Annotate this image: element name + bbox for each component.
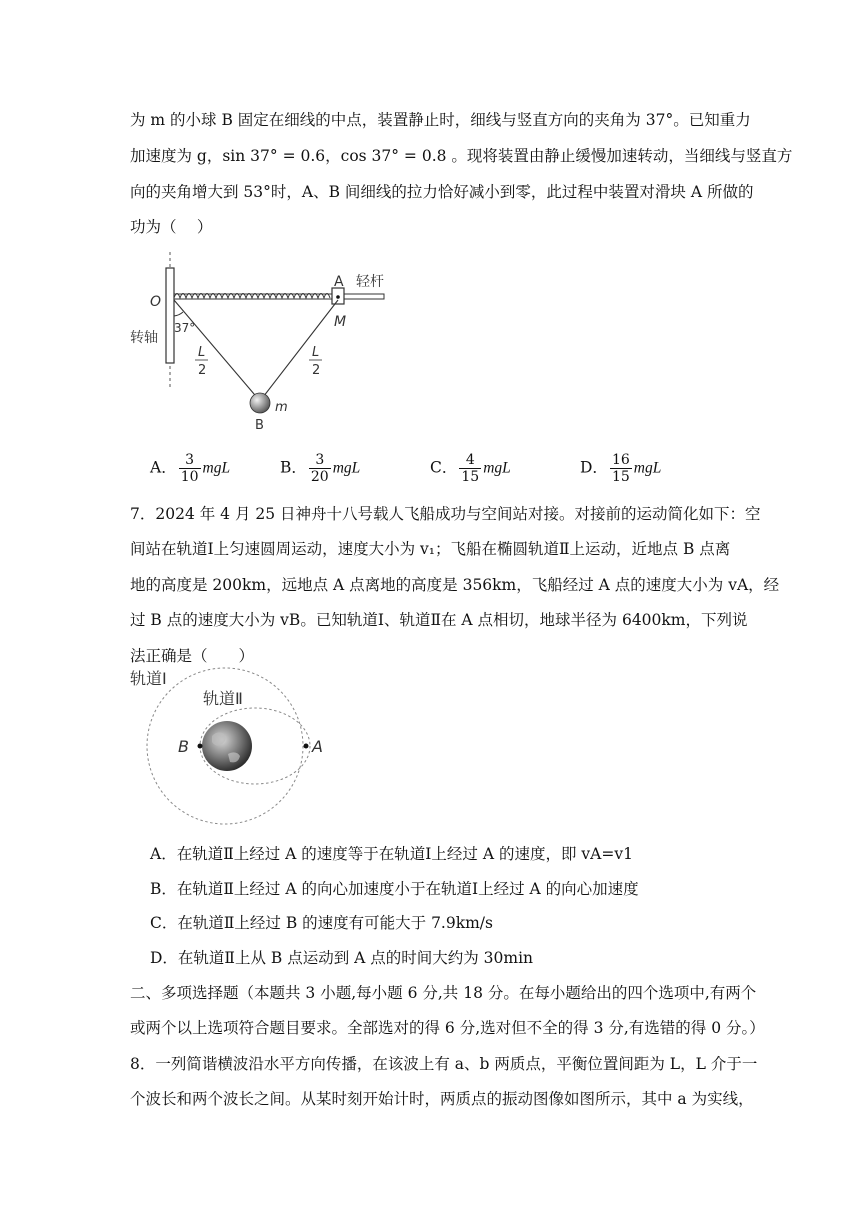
q6-label-m-point: M — [334, 314, 347, 330]
q6-label-axis: 转轴 — [130, 330, 158, 346]
q6-label-rod: 轻杆 — [356, 274, 384, 290]
q8-line-1: 8．一列简谐横波沿水平方向传播，在该波上有 a、b 两质点，平衡位置间距为 L，L 介于一 — [130, 1055, 758, 1073]
q6-figure — [128, 248, 398, 438]
q7-figure — [128, 664, 348, 834]
q6-label-l-right-den: 2 — [312, 363, 321, 378]
q6-label-l-left-den: 2 — [198, 363, 207, 378]
q6-line-2: 加速度为 g，sin 37° = 0.6，cos 37° = 0.8 。现将装置由静止缓慢加速转动，当细线与竖直方 — [130, 147, 793, 165]
q6-label-b: B — [255, 418, 264, 433]
q6-option-d-frac — [610, 452, 632, 485]
q6-option-c-unit: mgL — [483, 459, 511, 477]
q7-option-b[interactable]: B．在轨道Ⅱ上经过 A 的向心加速度小于在轨道Ⅰ上经过 A 的向心加速度 — [150, 880, 639, 898]
q6-label-o: O — [150, 294, 162, 310]
q8-line-2: 个波长和两个波长之间。从某时刻开始计时，两质点的振动图像如图所示，其中 a 为实线， — [130, 1090, 754, 1108]
q6-option-a-unit: mgL — [202, 459, 231, 477]
q6-option-c-den: 15 — [461, 469, 480, 485]
q6-label-angle: 37° — [174, 321, 196, 335]
q7-line-5: 法正确是（ ） — [130, 647, 255, 665]
q6-option-b-unit: mgL — [332, 459, 361, 477]
q6-label-l-right-num: L — [312, 345, 320, 360]
q6-option-b-num: 3 — [309, 452, 331, 469]
q6-option-c-letter: C． — [430, 458, 458, 477]
q6-option-a-den: 10 — [180, 469, 199, 485]
q6-option-b[interactable] — [280, 452, 360, 485]
q7-label-a: A — [312, 737, 323, 756]
q6-option-c[interactable] — [430, 452, 511, 485]
q7-line-1: 7．2024 年 4 月 25 日神舟十八号载人飞船成功与空间站对接。对接前的运动简化如下：空 — [130, 505, 761, 523]
q6-line-3: 向的夹角增大到 53°时，A、B 间细线的拉力恰好减小到零，此过程中装置对滑块 A 所做的 — [130, 183, 754, 201]
q6-label-a: A — [334, 274, 344, 290]
q6-option-a-frac — [179, 452, 201, 485]
q6-label-ball: m — [275, 400, 288, 415]
q7-label-b: B — [178, 737, 189, 756]
q6-option-a[interactable] — [150, 452, 230, 485]
q6-option-b-frac — [309, 452, 331, 485]
q6-option-a-num: 3 — [179, 452, 201, 469]
q6-option-d-den: 15 — [611, 469, 630, 485]
q7-line-3: 地的高度是 200km，远地点 A 点离地的高度是 356km，飞船经过 A 点的速度大小为 vA，经 — [130, 576, 780, 594]
q6-option-d-num: 16 — [611, 452, 630, 468]
q6-option-c-frac — [459, 452, 481, 485]
q6-option-c-num: 4 — [459, 452, 481, 469]
q7-option-d[interactable]: D．在轨道Ⅱ上从 B 点运动到 A 点的时间大约为 30min — [150, 949, 534, 967]
q6-option-d[interactable] — [580, 452, 661, 485]
q6-option-d-unit: mgL — [633, 459, 662, 477]
section2-line-1: 二、多项选择题（本题共 3 小题,每小题 6 分,共 18 分。在每小题给出的四个选项中,有两个 — [130, 984, 757, 1002]
q7-label-orbit2: 轨道Ⅱ — [203, 689, 243, 708]
q7-line-4: 过 B 点的速度大小为 vB。已知轨道Ⅰ、轨道Ⅱ在 A 点相切，地球半径为 6400km，下列说 — [130, 611, 748, 629]
q6-option-d-letter: D． — [580, 458, 608, 477]
q6-line-4: 功为（ ） — [130, 218, 213, 236]
q7-option-c[interactable]: C．在轨道Ⅱ上经过 B 的速度有可能大于 7.9km/s — [150, 914, 493, 932]
q7-label-orbit1: 轨道Ⅰ — [130, 669, 167, 688]
section2-line-2: 或两个以上选项符合题目要求。全部选对的得 6 分,选对但不全的得 3 分,有选错的得 0 分。） — [130, 1019, 765, 1037]
q6-option-a-letter: A． — [150, 458, 177, 477]
q7-line-2: 间站在轨道Ⅰ上匀速圆周运动，速度大小为 v₁；飞船在椭圆轨道Ⅱ上运动，近地点 B 点离 — [130, 540, 731, 558]
q6-line-1: 为 m 的小球 B 固定在细线的中点，装置静止时，细线与竖直方向的夹角为 37°。已知重力 — [130, 111, 751, 129]
q6-option-b-letter: B． — [280, 458, 307, 477]
q7-option-a[interactable]: A．在轨道Ⅱ上经过 A 的速度等于在轨道Ⅰ上经过 A 的速度，即 vA=v1 — [150, 845, 633, 863]
q6-option-b-den: 20 — [310, 469, 329, 485]
q6-label-l-left-num: L — [198, 345, 206, 360]
